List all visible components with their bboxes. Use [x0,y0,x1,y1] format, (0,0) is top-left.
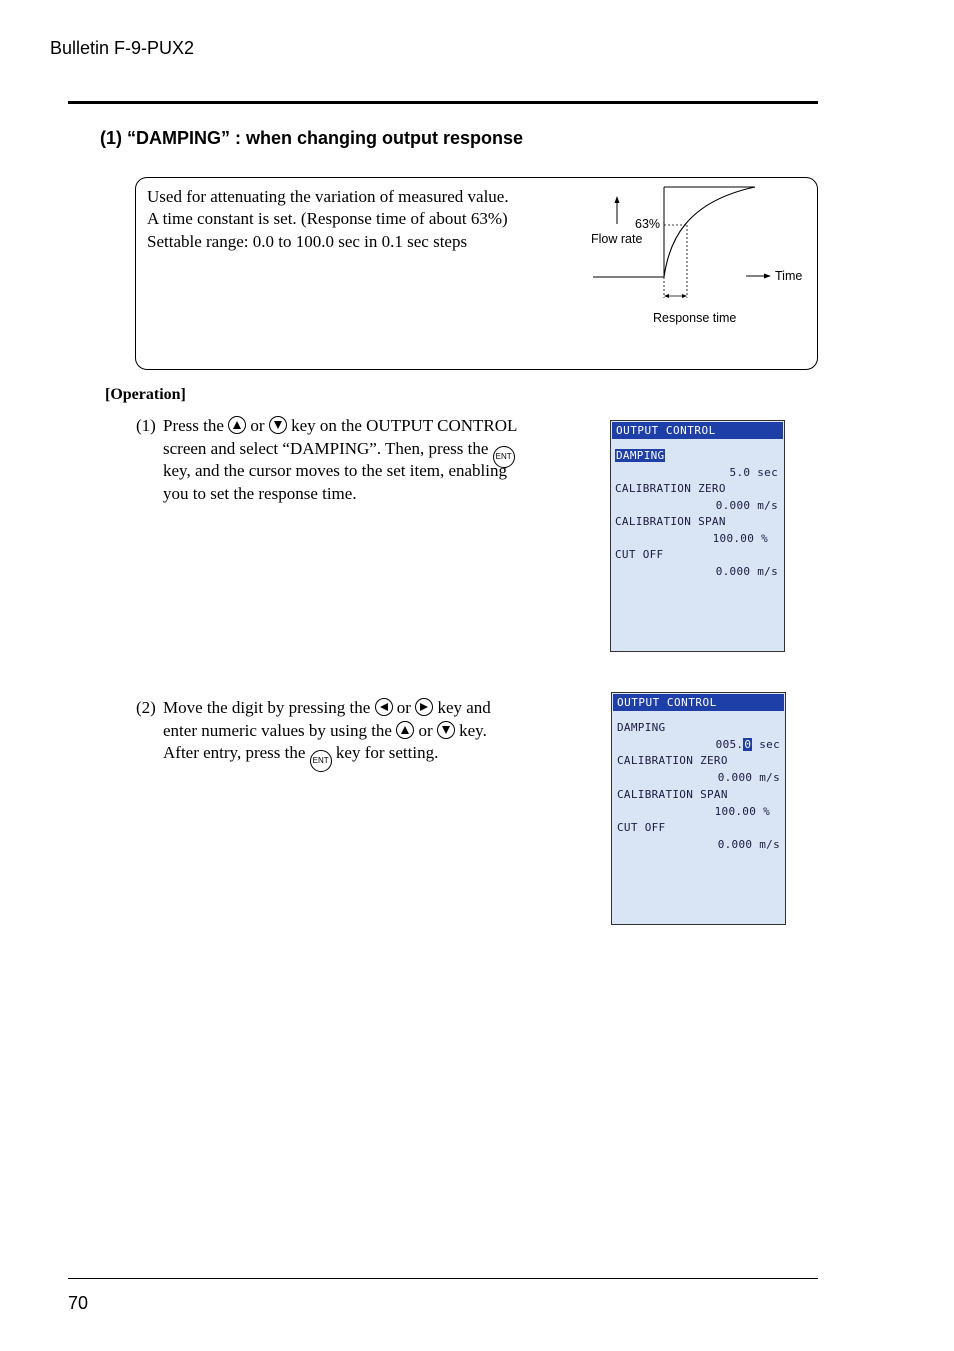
right-key-icon [415,698,433,716]
step-2-line-2: enter numeric values by using the or key. [163,721,487,740]
step-2-number: (2) [136,698,156,717]
description-line: A time constant is set. (Response time of about 63%) [147,209,508,228]
calibration-zero-label: CALIBRATION ZERO [617,754,728,767]
damping-value: 5.0 sec [729,466,778,479]
step-1-line-4: you to set the response time. [163,484,357,503]
step-1-line-2: screen and select “DAMPING”. Then, press the ENT [163,439,515,468]
time-label: Time [775,269,803,283]
bottom-rule [68,1278,818,1279]
section-title: (1) “DAMPING” : when changing output response [100,128,523,148]
step-2-line-3: After entry, press the ENT key for setting. [163,743,438,772]
damping-value: 005.0 sec [715,738,780,751]
step-1-number: (1) [136,416,156,435]
top-rule [68,101,818,104]
calibration-zero-value: 0.000 m/s [717,771,780,784]
ent-key-icon: ENT [493,446,515,468]
calibration-span-value: 100.00 % [712,532,768,545]
description-line: Used for attenuating the variation of measured value. [147,187,509,206]
left-key-icon [375,698,393,716]
response-time-diagram [585,182,815,332]
calibration-zero-value: 0.000 m/s [715,499,778,512]
response-curve [664,187,755,277]
time-arrowhead [764,274,771,279]
cut-off-label: CUT OFF [615,548,664,561]
calibration-span-label: CALIBRATION SPAN [615,515,726,528]
up-key-icon [396,721,414,739]
response-time-label: Response time [653,311,737,325]
screen-title: OUTPUT CONTROL [612,422,783,439]
bulletin-header: Bulletin F-9-PUX2 [50,38,195,58]
description-line: Settable range: 0.0 to 100.0 sec in 0.1 sec steps [147,232,468,251]
calibration-span-label: CALIBRATION SPAN [617,788,728,801]
calibration-span-value: 100.00 % [714,805,770,818]
damping-label: DAMPING [616,449,665,462]
damping-label: DAMPING [617,721,666,734]
ent-key-icon: ENT [310,750,332,772]
flow-arrowhead [615,196,620,203]
down-key-icon [437,721,455,739]
operation-heading: [Operation] [105,386,186,403]
flow-rate-label: Flow rate [591,232,643,246]
response-arrowhead-right [682,294,687,298]
screen-title: OUTPUT CONTROL [613,694,784,711]
step-1-line-1: Press the or key on the OUTPUT CONTROL [163,416,518,435]
down-key-icon [269,416,287,434]
response-arrowhead-left [664,294,669,298]
cut-off-value: 0.000 m/s [717,838,780,851]
output-control-screen-1 [610,420,785,652]
step-2-line-1: Move the digit by pressing the or key and [163,698,491,717]
edit-cursor: 0 [744,738,752,751]
percent-label: 63% [635,217,661,231]
step-1-line-3: key, and the cursor moves to the set item, enabling [163,461,508,480]
cut-off-label: CUT OFF [617,821,666,834]
page-number: 70 [68,1293,89,1313]
up-key-icon [228,416,246,434]
output-control-screen-2 [611,692,786,925]
calibration-zero-label: CALIBRATION ZERO [615,482,726,495]
cut-off-value: 0.000 m/s [715,565,778,578]
